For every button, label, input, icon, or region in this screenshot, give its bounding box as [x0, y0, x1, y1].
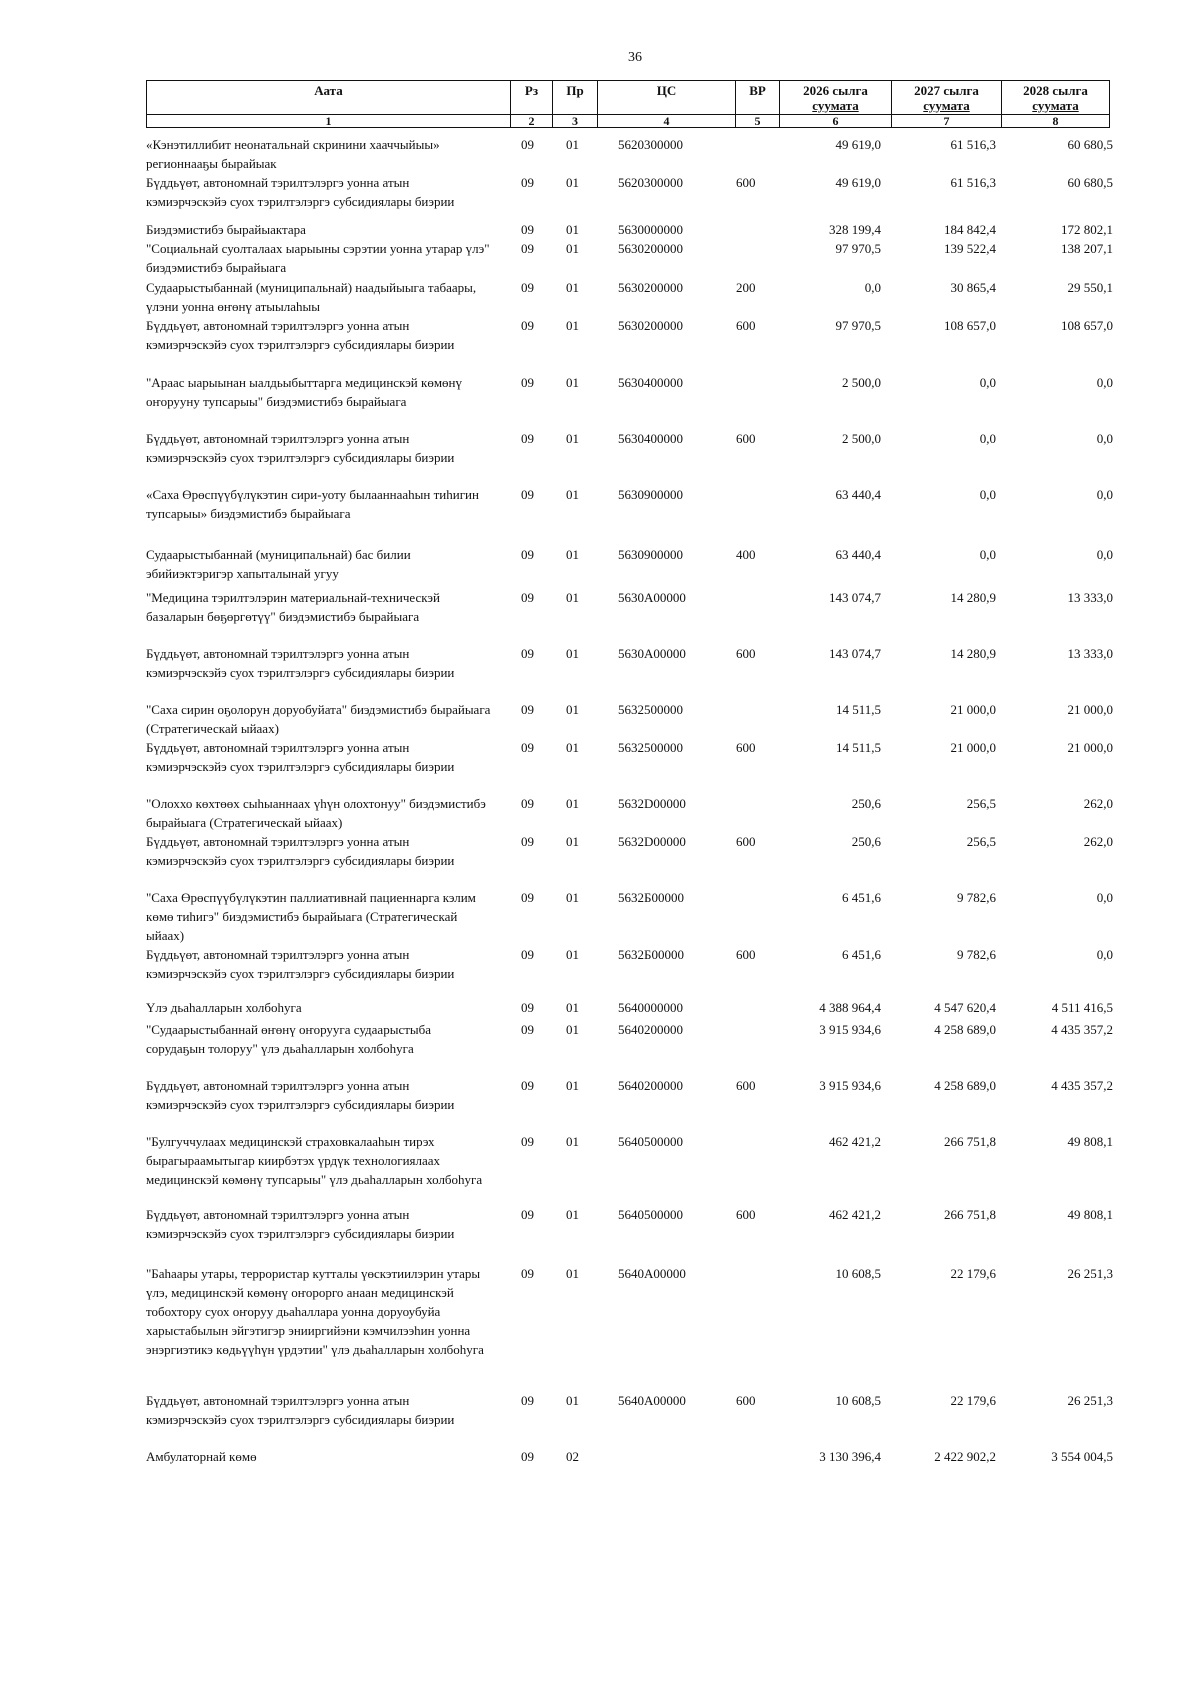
row-vr: 200 — [736, 280, 756, 295]
row-value-2027: 9 782,6 — [957, 947, 996, 962]
row-pr: 01 — [566, 1134, 579, 1149]
row-name: Биэдэмистибэ бырайыактара — [146, 222, 306, 237]
col-number: 7 — [891, 115, 1002, 128]
row-rz: 09 — [521, 318, 534, 333]
row-value-2027: 9 782,6 — [957, 890, 996, 905]
row-rz: 09 — [521, 137, 534, 152]
row-value-2027: 266 751,8 — [944, 1207, 996, 1222]
col-number: 2 — [510, 115, 553, 128]
row-name: Бүддьүөт, автономнай тэрилтэлэргэ уонна атын кэмиэрчэскэйэ суох тэрилтэлэргэ субсидиялары биэрии — [146, 1078, 455, 1112]
row-rz: 09 — [521, 702, 534, 717]
header-pr: Пр — [552, 80, 598, 115]
row-value-2026: 328 199,4 — [829, 222, 881, 237]
row-rz: 09 — [521, 241, 534, 256]
row-value-2026: 3 915 934,6 — [819, 1078, 881, 1093]
row-value-2027: 4 547 620,4 — [934, 1000, 996, 1015]
row-cs: 5640А00000 — [618, 1266, 686, 1281]
row-cs: 5630000000 — [618, 222, 683, 237]
row-name: Бүддьүөт, автономнай тэрилтэлэргэ уонна атын кэмиэрчэскэйэ суох тэрилтэлэргэ субсидиялары биэрии — [146, 318, 455, 352]
row-cs: 5632Б00000 — [618, 890, 684, 905]
row-name: Судаарыстыбаннай (муниципальнай) бас билии эбийиэктэригэр хапыталынай угуу — [146, 547, 411, 581]
row-rz: 09 — [521, 280, 534, 295]
row-cs: 5630200000 — [618, 280, 683, 295]
row-cs: 5640500000 — [618, 1134, 683, 1149]
row-cs: 5630900000 — [618, 487, 683, 502]
row-rz: 09 — [521, 1000, 534, 1015]
row-value-2026: 0,0 — [864, 280, 881, 295]
row-value-2026: 143 074,7 — [829, 590, 881, 605]
row-cs: 5640200000 — [618, 1022, 683, 1037]
row-value-2028: 49 808,1 — [1067, 1207, 1113, 1222]
row-pr: 01 — [566, 702, 579, 717]
row-value-2026: 10 608,5 — [835, 1266, 881, 1281]
row-pr: 01 — [566, 1393, 579, 1408]
row-value-2027: 61 516,3 — [950, 175, 996, 190]
row-name: Бүддьүөт, автономнай тэрилтэлэргэ уонна атын кэмиэрчэскэйэ суох тэрилтэлэргэ субсидиялары биэрии — [146, 1393, 455, 1427]
row-value-2027: 30 865,4 — [950, 280, 996, 295]
row-rz: 09 — [521, 1134, 534, 1149]
row-name: "Судаарыстыбаннай өҥөнү оҥорууга судаарыстыба сорудаҕын толоруу" үлэ дьаһалларын холбоһуга — [146, 1022, 432, 1056]
row-value-2027: 139 522,4 — [944, 241, 996, 256]
row-name: "Медицина тэрилтэлэрин материальнай-техническэй базаларын бөҕөргөтүү" биэдэмистибэ бырайыага — [146, 590, 440, 624]
row-value-2026: 3 915 934,6 — [819, 1022, 881, 1037]
row-value-2026: 14 511,5 — [835, 702, 881, 717]
row-value-2027: 108 657,0 — [944, 318, 996, 333]
row-value-2027: 2 422 902,2 — [934, 1449, 996, 1464]
row-name: Бүддьүөт, автономнай тэрилтэлэргэ уонна атын кэмиэрчэскэйэ суох тэрилтэлэргэ субсидиялары биэрии — [146, 947, 455, 981]
row-value-2027: 22 179,6 — [950, 1393, 996, 1408]
header-name: Аата — [146, 80, 511, 115]
row-value-2027: 61 516,3 — [950, 137, 996, 152]
row-value-2026: 250,6 — [851, 834, 881, 849]
row-rz: 09 — [521, 175, 534, 190]
row-value-2028: 0,0 — [1096, 431, 1113, 446]
col-number: 6 — [779, 115, 892, 128]
row-value-2027: 14 280,9 — [950, 590, 996, 605]
row-value-2027: 266 751,8 — [944, 1134, 996, 1149]
row-value-2027: 0,0 — [979, 375, 996, 390]
row-pr: 02 — [566, 1449, 579, 1464]
row-value-2026: 143 074,7 — [829, 646, 881, 661]
row-pr: 01 — [566, 590, 579, 605]
row-pr: 01 — [566, 175, 579, 190]
row-pr: 01 — [566, 375, 579, 390]
col-number: 4 — [597, 115, 736, 128]
row-cs: 5630200000 — [618, 318, 683, 333]
header-2028: 2028 сылга суумата — [1001, 80, 1110, 115]
row-name: Амбулаторнай көмө — [146, 1449, 257, 1464]
row-name: Судаарыстыбаннай (муниципальнай) наадыйыыга табаары, үлэни уонна өҥөнү атыылаһыы — [146, 280, 477, 314]
row-rz: 09 — [521, 1078, 534, 1093]
row-value-2028: 60 680,5 — [1067, 137, 1113, 152]
row-pr: 01 — [566, 1078, 579, 1093]
row-value-2026: 2 500,0 — [842, 375, 881, 390]
row-value-2026: 462 421,2 — [829, 1134, 881, 1149]
row-cs: 5630200000 — [618, 241, 683, 256]
row-value-2028: 3 554 004,5 — [1051, 1449, 1113, 1464]
row-value-2028: 60 680,5 — [1067, 175, 1113, 190]
row-value-2028: 0,0 — [1096, 547, 1113, 562]
row-rz: 09 — [521, 1393, 534, 1408]
row-value-2027: 0,0 — [979, 547, 996, 562]
row-value-2026: 6 451,6 — [842, 890, 881, 905]
row-value-2026: 63 440,4 — [835, 547, 881, 562]
row-value-2027: 4 258 689,0 — [934, 1078, 996, 1093]
header-2026: 2026 сылга суумата — [779, 80, 892, 115]
row-value-2027: 0,0 — [979, 431, 996, 446]
row-value-2028: 26 251,3 — [1067, 1393, 1113, 1408]
row-vr: 600 — [736, 1393, 756, 1408]
row-pr: 01 — [566, 947, 579, 962]
row-cs: 5620300000 — [618, 175, 683, 190]
row-name: Бүддьүөт, автономнай тэрилтэлэргэ уонна атын кэмиэрчэскэйэ суох тэрилтэлэргэ субсидиялары биэрии — [146, 646, 455, 680]
row-value-2028: 172 802,1 — [1061, 222, 1113, 237]
header-rz: Рз — [510, 80, 553, 115]
row-name: Үлэ дьаһалларын холбоһуга — [146, 1000, 302, 1015]
row-value-2028: 262,0 — [1083, 796, 1113, 811]
row-value-2026: 49 619,0 — [835, 175, 881, 190]
row-vr: 600 — [736, 947, 756, 962]
row-cs: 5630900000 — [618, 547, 683, 562]
row-value-2028: 4 435 357,2 — [1051, 1078, 1113, 1093]
row-rz: 09 — [521, 1207, 534, 1222]
row-value-2028: 262,0 — [1083, 834, 1113, 849]
row-cs: 5632D00000 — [618, 796, 686, 811]
row-pr: 01 — [566, 431, 579, 446]
row-value-2028: 21 000,0 — [1067, 702, 1113, 717]
row-vr: 600 — [736, 318, 756, 333]
row-name: «Саха Өрөспүүбүлүкэтин сири-уоту былааннааһын тиһигин тупсарыы» биэдэмистибэ бырайыага — [146, 487, 479, 521]
row-value-2026: 3 130 396,4 — [819, 1449, 881, 1464]
row-pr: 01 — [566, 280, 579, 295]
row-cs: 5632500000 — [618, 702, 683, 717]
row-vr: 600 — [736, 740, 756, 755]
row-pr: 01 — [566, 1000, 579, 1015]
row-name: "Булгуччулаах медицинскэй страховкалааһын тирэх бырагыраамытыгар киирбэтэх үрдүк технологиялаах медицинскэй көмөнү тупсарыы" үлэ дьаһалларын холбоһуга — [146, 1134, 483, 1187]
row-cs: 5640000000 — [618, 1000, 683, 1015]
row-pr: 01 — [566, 241, 579, 256]
table-header — [146, 80, 1110, 133]
row-pr: 01 — [566, 222, 579, 237]
row-value-2028: 108 657,0 — [1061, 318, 1113, 333]
col-number: 1 — [146, 115, 511, 128]
row-rz: 09 — [521, 1449, 534, 1464]
row-value-2026: 14 511,5 — [835, 740, 881, 755]
row-vr: 600 — [736, 1207, 756, 1222]
budget-table — [146, 80, 1113, 1464]
row-value-2027: 14 280,9 — [950, 646, 996, 661]
row-value-2027: 21 000,0 — [950, 702, 996, 717]
row-value-2026: 462 421,2 — [829, 1207, 881, 1222]
row-pr: 01 — [566, 646, 579, 661]
row-pr: 01 — [566, 834, 579, 849]
row-rz: 09 — [521, 834, 534, 849]
row-vr: 600 — [736, 834, 756, 849]
row-pr: 01 — [566, 318, 579, 333]
row-value-2027: 256,5 — [966, 834, 996, 849]
row-name: Бүддьүөт, автономнай тэрилтэлэргэ уонна атын кэмиэрчэскэйэ суох тэрилтэлэргэ субсидиялары биэрии — [146, 740, 455, 774]
row-pr: 01 — [566, 547, 579, 562]
row-name: Бүддьүөт, автономнай тэрилтэлэргэ уонна атын кэмиэрчэскэйэ суох тэрилтэлэргэ субсидиялары биэрии — [146, 1207, 455, 1241]
row-name: Бүддьүөт, автономнай тэрилтэлэргэ уонна атын кэмиэрчэскэйэ суох тэрилтэлэргэ субсидиялары биэрии — [146, 834, 455, 868]
row-value-2028: 0,0 — [1096, 947, 1113, 962]
row-cs: 5640500000 — [618, 1207, 683, 1222]
row-vr: 600 — [736, 431, 756, 446]
row-rz: 09 — [521, 1266, 534, 1281]
row-value-2028: 13 333,0 — [1067, 590, 1113, 605]
row-name: Бүддьүөт, автономнай тэрилтэлэргэ уонна атын кэмиэрчэскэйэ суох тэрилтэлэргэ субсидиялары биэрии — [146, 175, 455, 209]
row-value-2028: 0,0 — [1096, 375, 1113, 390]
row-value-2026: 6 451,6 — [842, 947, 881, 962]
row-value-2026: 250,6 — [851, 796, 881, 811]
row-value-2026: 49 619,0 — [835, 137, 881, 152]
row-value-2027: 184 842,4 — [944, 222, 996, 237]
row-rz: 09 — [521, 947, 534, 962]
row-name: "Социальнай суолталаах ыарыыны сэрэтии уонна утарар үлэ" биэдэмистибэ бырайыага — [146, 241, 490, 275]
row-cs: 5620300000 — [618, 137, 683, 152]
row-rz: 09 — [521, 431, 534, 446]
row-name: "Араас ыарыынан ыалдьыбыттарга медицинскэй көмөнү оҥорууну тупсарыы" биэдэмистибэ бырайыага — [146, 375, 463, 409]
row-rz: 09 — [521, 487, 534, 502]
row-value-2028: 4 511 416,5 — [1051, 1000, 1113, 1015]
row-value-2028: 29 550,1 — [1067, 280, 1113, 295]
row-value-2028: 13 333,0 — [1067, 646, 1113, 661]
row-value-2026: 97 970,5 — [835, 318, 881, 333]
row-cs: 5632Б00000 — [618, 947, 684, 962]
col-number: 5 — [735, 115, 780, 128]
row-pr: 01 — [566, 487, 579, 502]
row-value-2026: 97 970,5 — [835, 241, 881, 256]
row-pr: 01 — [566, 740, 579, 755]
row-pr: 01 — [566, 137, 579, 152]
row-value-2028: 0,0 — [1096, 487, 1113, 502]
row-value-2027: 4 258 689,0 — [934, 1022, 996, 1037]
row-value-2028: 49 808,1 — [1067, 1134, 1113, 1149]
row-vr: 400 — [736, 547, 756, 562]
row-rz: 09 — [521, 646, 534, 661]
row-cs: 5630400000 — [618, 375, 683, 390]
row-value-2028: 21 000,0 — [1067, 740, 1113, 755]
header-cs: ЦС — [597, 80, 736, 115]
row-cs: 5630А00000 — [618, 646, 686, 661]
row-cs: 5640200000 — [618, 1078, 683, 1093]
row-value-2026: 2 500,0 — [842, 431, 881, 446]
row-value-2027: 22 179,6 — [950, 1266, 996, 1281]
row-pr: 01 — [566, 1022, 579, 1037]
row-pr: 01 — [566, 890, 579, 905]
row-value-2027: 21 000,0 — [950, 740, 996, 755]
row-value-2028: 0,0 — [1096, 890, 1113, 905]
row-vr: 600 — [736, 646, 756, 661]
row-name: «Кэнэтиллибит неонатальнай скринини хааччыйыы» регионнааҕы бырайыак — [146, 137, 440, 171]
row-name: "Саха Өрөспүүбүлүкэтин паллиативнай пациеннарга кэлим көмө тиһигэ" биэдэмистибэ бырайыага (Стратегическай ыйаах) — [146, 890, 476, 943]
row-rz: 09 — [521, 375, 534, 390]
row-rz: 09 — [521, 740, 534, 755]
row-value-2026: 4 388 964,4 — [819, 1000, 881, 1015]
row-cs: 5630А00000 — [618, 590, 686, 605]
row-name: "Баһаары утары, террористар кутталы үөскэтиилэрин утары үлэ, медицинскэй көмөнү оҥорорго анаан медицинскэй тобохтору суох оҥоруу дьаһаллара уонна доруоубуйа харыстабылын эйгэтигэр энииргийэни кэмчилээһин уонна энэргиэтикэ көдьүүһүн үрдэтии" үлэ дьаһалларын холбоһуга — [146, 1266, 484, 1357]
row-rz: 09 — [521, 796, 534, 811]
row-name: "Саха сирин оҕолорун доруобуйата" биэдэмистибэ бырайыага (Стратегическай ыйаах) — [146, 702, 491, 736]
row-value-2027: 256,5 — [966, 796, 996, 811]
row-rz: 09 — [521, 1022, 534, 1037]
row-cs: 5640А00000 — [618, 1393, 686, 1408]
row-vr: 600 — [736, 175, 756, 190]
row-cs: 5632D00000 — [618, 834, 686, 849]
row-value-2028: 138 207,1 — [1061, 241, 1113, 256]
row-rz: 09 — [521, 547, 534, 562]
row-vr: 600 — [736, 1078, 756, 1093]
header-vr: ВР — [735, 80, 780, 115]
row-value-2028: 4 435 357,2 — [1051, 1022, 1113, 1037]
row-value-2026: 63 440,4 — [835, 487, 881, 502]
col-number: 8 — [1001, 115, 1110, 128]
row-value-2028: 26 251,3 — [1067, 1266, 1113, 1281]
row-pr: 01 — [566, 1266, 579, 1281]
row-cs: 5630400000 — [618, 431, 683, 446]
row-rz: 09 — [521, 590, 534, 605]
row-name: "Олоххо көхтөөх сыһыаннаах үһүн олохтонуу" биэдэмистибэ бырайыага (Стратегическай ыйаах) — [146, 796, 486, 830]
page-number: 36 — [628, 50, 642, 65]
row-pr: 01 — [566, 796, 579, 811]
row-cs: 5632500000 — [618, 740, 683, 755]
row-value-2027: 0,0 — [979, 487, 996, 502]
row-value-2026: 10 608,5 — [835, 1393, 881, 1408]
row-rz: 09 — [521, 890, 534, 905]
row-pr: 01 — [566, 1207, 579, 1222]
col-number: 3 — [552, 115, 598, 128]
row-rz: 09 — [521, 222, 534, 237]
header-2027: 2027 сылга суумата — [891, 80, 1002, 115]
row-name: Бүддьүөт, автономнай тэрилтэлэргэ уонна атын кэмиэрчэскэйэ суох тэрилтэлэргэ субсидиялары биэрии — [146, 431, 455, 465]
